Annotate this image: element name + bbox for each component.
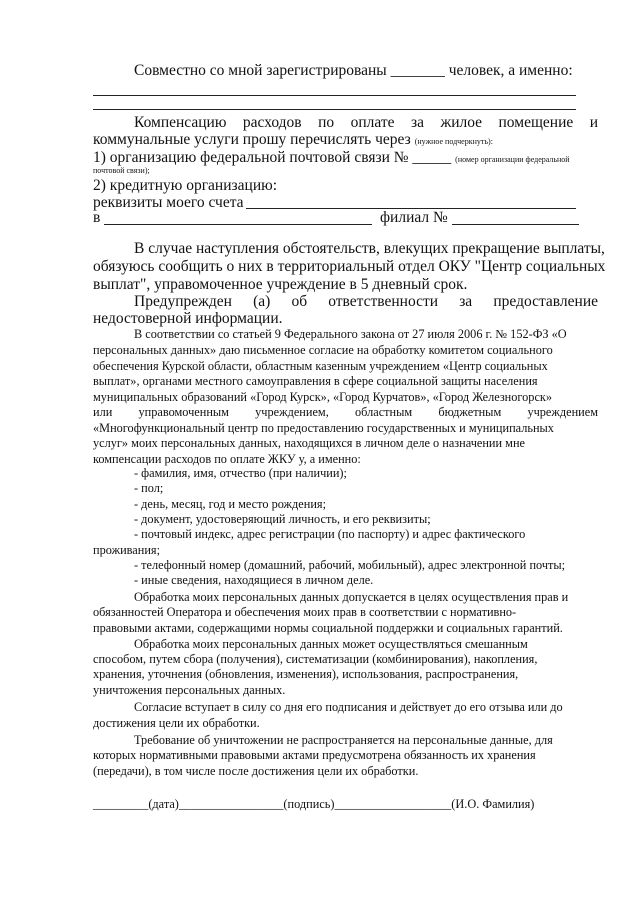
word: по bbox=[318, 114, 335, 131]
compensation-text: коммунальные услуги прошу перечислять через bbox=[93, 131, 411, 148]
consent-item-phone: - телефонный номер (домашний, рабочий, мобильный), адрес электронной почты; bbox=[134, 558, 566, 572]
consent-item-address-cont: проживания; bbox=[93, 543, 160, 557]
account-details-line bbox=[93, 194, 244, 212]
word: или bbox=[93, 405, 113, 419]
word: управомоченным bbox=[138, 405, 229, 419]
warned-line-1 bbox=[134, 293, 598, 311]
consent-item-name: - фамилия, имя, отчество (при наличии); bbox=[134, 466, 347, 480]
consent-item-other: - иные сведения, находящиеся в личном деле. bbox=[134, 573, 374, 587]
word: ответственности bbox=[328, 293, 439, 310]
compensation-line-2 bbox=[93, 131, 493, 149]
consent-line-07: «Многофункциональный центр по предоставлению государственных и муниципальных bbox=[93, 421, 554, 435]
word: за bbox=[459, 293, 473, 310]
word: предоставление bbox=[493, 293, 599, 310]
consent-line-05: муниципальных образований «Город Курск», «Город Курчатов», «Город Железногорск» bbox=[93, 390, 553, 404]
processing-line-2: обязанностей Оператора и обеспечения моих прав в соответствии с нормативно- bbox=[93, 605, 517, 619]
consent-item-birth: - день, месяц, год и место рождения; bbox=[134, 497, 327, 511]
destruction-line-3: (передачи), в том числе после достижения цели их обработки. bbox=[93, 764, 419, 778]
word: бюджетным bbox=[438, 405, 502, 419]
notify-paragraph-line-1: В случае наступления обстоятельств, влекущих прекращение выплаты, bbox=[134, 240, 605, 257]
postal-number-note: (номер организации федеральной bbox=[455, 155, 570, 164]
option-credit-line: 2) кредитную организацию: bbox=[93, 177, 278, 194]
bank-name-blank bbox=[104, 224, 372, 225]
destruction-line-2: которых нормативными правовыми актами предусмотрена обязанность их хранения bbox=[93, 748, 536, 762]
consent-line-04: выплат», органами местного самоуправления в сфере социальной защиты населения bbox=[93, 374, 538, 388]
branch-label: филиал № bbox=[380, 209, 448, 226]
warned-line-2: недостоверной информации. bbox=[93, 310, 283, 327]
notify-paragraph-line-2: обязуюсь сообщить о них в территориальный отдел ОКУ "Центр социальных bbox=[93, 258, 606, 275]
word: Предупрежден bbox=[134, 293, 232, 310]
word: помещение bbox=[498, 114, 574, 131]
word: Компенсацию bbox=[134, 114, 227, 131]
word: и bbox=[589, 114, 599, 131]
method-line-3: хранения, уточнения (обновления, изменения), использования, распространения, bbox=[93, 667, 519, 681]
method-line-2: способом, путем сбора (получения), систематизации (комбинирования), накопления, bbox=[93, 652, 538, 666]
option-postal-text: 1) организацию федеральной почтовой связи № _____ bbox=[93, 149, 452, 166]
word: (а) bbox=[253, 293, 271, 310]
branch-number-blank bbox=[452, 224, 579, 225]
underline-note: (нужное подчеркнуть): bbox=[414, 137, 493, 146]
option-postal-line bbox=[93, 149, 570, 167]
consent-line-01: В соответствии со статьей 9 Федерального закона от 27 июля 2006 г. № 152-ФЗ «О bbox=[134, 327, 567, 341]
word: учреждением, bbox=[255, 405, 329, 419]
method-line-1: Обработка моих персональных данных может осуществляться смешанным bbox=[134, 637, 528, 651]
blank-line-1 bbox=[93, 95, 576, 96]
postal-note-continued: почтовой связи); bbox=[93, 166, 150, 175]
word: областным bbox=[355, 405, 413, 419]
consent-item-document: - документ, удостоверяющий личность, и его реквизиты; bbox=[134, 512, 431, 526]
signature-line: _________(дата)_________________(подпись)___________________(И.О. Фамилия) bbox=[93, 797, 535, 811]
processing-line-1: Обработка моих персональных данных допускается в целях осуществления прав и bbox=[134, 590, 569, 604]
compensation-line-1 bbox=[134, 114, 598, 132]
bank-in-label: в bbox=[93, 209, 101, 226]
consent-line-08: услуг» моих персональных данных, находящихся в личном деле о назначении мне bbox=[93, 436, 525, 450]
consent-line-06 bbox=[93, 405, 598, 420]
consent-item-address: - почтовый индекс, адрес регистрации (по паспорту) и адрес фактического bbox=[134, 527, 526, 541]
validity-line-2: достижения цели их обработки. bbox=[93, 716, 260, 730]
word: оплате bbox=[350, 114, 395, 131]
consent-line-02: персональных данных» даю письменное согласие на обработку комитетом социального bbox=[93, 343, 553, 357]
notify-paragraph-line-3: выплат", управомоченное учреждение в 5 дневный срок. bbox=[93, 276, 468, 293]
consent-line-03: обеспечения Курской области, областным казенным учреждением «Центр социальных bbox=[93, 359, 548, 373]
consent-item-sex: - пол; bbox=[134, 481, 164, 495]
word: учреждением bbox=[527, 405, 598, 419]
registered-persons-line: Совместно со мной зарегистрированы _______ человек, а именно: bbox=[134, 62, 573, 79]
blank-line-2 bbox=[93, 109, 576, 110]
method-line-4: уничтожения персональных данных. bbox=[93, 683, 286, 697]
word: расходов bbox=[242, 114, 302, 131]
word: об bbox=[291, 293, 308, 310]
word: за bbox=[411, 114, 425, 131]
validity-line-1: Согласие вступает в силу со дня его подписания и действует до его отзыва или до bbox=[134, 700, 563, 714]
destruction-line-1: Требование об уничтожении не распространяется на персональные данные, для bbox=[134, 733, 553, 747]
word: жилое bbox=[440, 114, 483, 131]
consent-line-09: компенсации расходов по оплате ЖКУ у, а именно: bbox=[93, 452, 361, 466]
processing-line-3: правовыми актами, содержащими нормы социальной поддержки и социальных гарантий. bbox=[93, 621, 563, 635]
account-details-label: реквизиты моего счета bbox=[93, 194, 244, 211]
